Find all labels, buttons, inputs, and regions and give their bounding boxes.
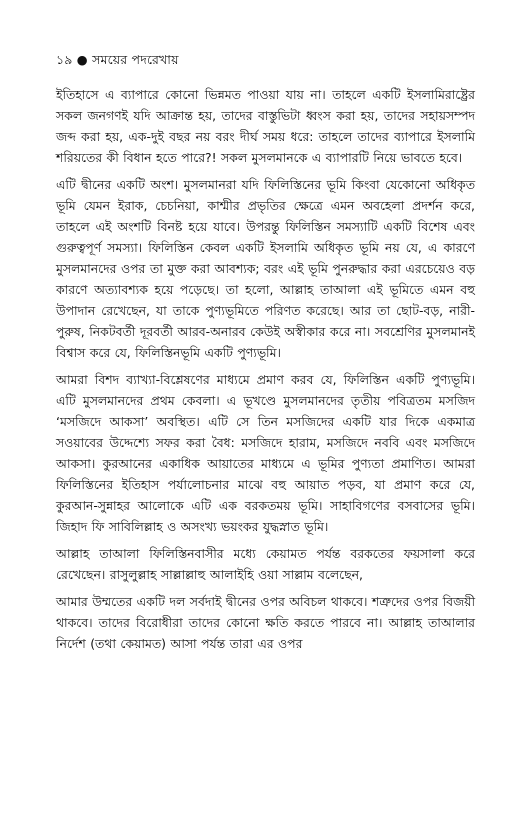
body-text xyxy=(56,84,475,658)
paragraph: আমরা বিশদ ব্যাখ্যা-বিশ্লেষণের মাধ্যমে প্রমাণ করব যে, ফিলিস্তিন একটি পুণ্যভূমি। এটি মুসলমানদের প্রথম কেবলা। এ ভূখণ্ডে মুসলমানদের তৃতীয় পবিত্রতম মসজিদ ‘মসজিদে আকসা’ অবস্থিত। এটি সে তিন মসজিদের একটি যার দিকে একমাত্র সওয়াবের উদ্দেশ্যে সফর করা বৈধ: মসজিদে হারাম, মসজিদে নববি এবং মসজিদে আকসা। কুরআনের একাধিক আয়াতের মাধ্যমে এ ভূমির পুণ্যতা প্রমাণিত। আমরা ফিলিস্তিনের ইতিহাস পর্যালোচনার মাঝে বহু আয়াত পড়ব, যা প্রমাণ করে যে, কুরআন-সুন্নাহর আলোকে এটি এক বরকতময় ভূমি। সাহাবিগণের বসবাসের ভূমি। জিহাদ ফি সাবিলিল্লাহ ও অসংখ্য ভয়ংকর যুদ্ধস্নাত ভূমি। xyxy=(56,372,475,534)
paragraph: এটি দ্বীনের একটি অংশ। মুসলমানরা যদি ফিলিস্তিনের ভূমি কিংবা যেকোনো অধিকৃত ভূমি যেমন ইরাক, চেচনিয়া, কাশ্মীর প্রভৃতির ক্ষেত্রে এমন অবহেলা প্রদর্শন করে, তাহলে এই অংশটি বিনষ্ট হয়ে যাবে। উপরন্তু ফিলিস্তিন সমস্যাটি একটি বিশেষ এবং গুরুত্বপূর্ণ সমস্যা। ফিলিস্তিন কেবল একটি ইসলামি অধিকৃত ভূমি নয় যে, এ কারণে মুসলমানদের ওপর তা মুক্ত করা আবশ্যক; বরং এই ভূমি পুনরুদ্ধার করা এরচেয়েও বড় কারণে অত্যাবশ্যক হয়ে পড়েছে। তা হলো, আল্লাহ তাআলা এই ভূমিতে এমন বহু উপাদান রেখেছেন, যা তাকে পুণ্যভূমিতে পরিণত করেছে। আর তা ছোট-বড়, নারী-পুরুষ, নিকটবর্তী দূরবর্তী আরব-অনারব কেউই অস্বীকার করে না। সবশ্রেণির মুসলমানই বিশ্বাস করে যে, ফিলিস্তিনভূমি একটি পুণ্যভূমি। xyxy=(56,177,475,360)
paragraph: আমার উম্মতের একটি দল সর্বদাই দ্বীনের ওপর অবিচল থাকবে। শত্রুদের ওপর বিজয়ী থাকবে। তাদের বিরোধীরা তাদের কোনো ক্ষতি করতে পারবে না। আল্লাহ তাআলার নির্দেশ (তথা কেয়ামত) আসা পর্যন্ত তারা এর ওপর xyxy=(56,594,475,651)
paragraph: আল্লাহ তাআলা ফিলিস্তিনবাসীর মধ্যে কেয়ামত পর্যন্ত বরকতের ফয়সালা করে রেখেছেন। রাসুলুল্লাহ সাল্লাল্লাহু আলাইহি ওয়া সাল্লাম বলেছেন, xyxy=(56,546,475,582)
running-head: ১৯ ● সময়ের পদরেখায় xyxy=(56,52,179,67)
paragraph: ইতিহাসে এ ব্যাপারে কোনো ভিন্নমত পাওয়া যায় না। তাহলে একটি ইসলামিরাষ্ট্রের সকল জনগণই যদি আক্রান্ত হয়, তাদের বাস্তুভিটা ধ্বংস করা হয়, তাদের সহায়সম্পদ জব্দ করা হয়, এক-দুই বছর নয় বরং দীর্ঘ সময় ধরে: তাহলে তাদের ব্যাপারে ইসলামি শরিয়তের কী বিধান হতে পারে?! সকল মুসলমানকে এ ব্যাপারটি নিয়ে ভাবতে হবে। xyxy=(56,87,475,165)
